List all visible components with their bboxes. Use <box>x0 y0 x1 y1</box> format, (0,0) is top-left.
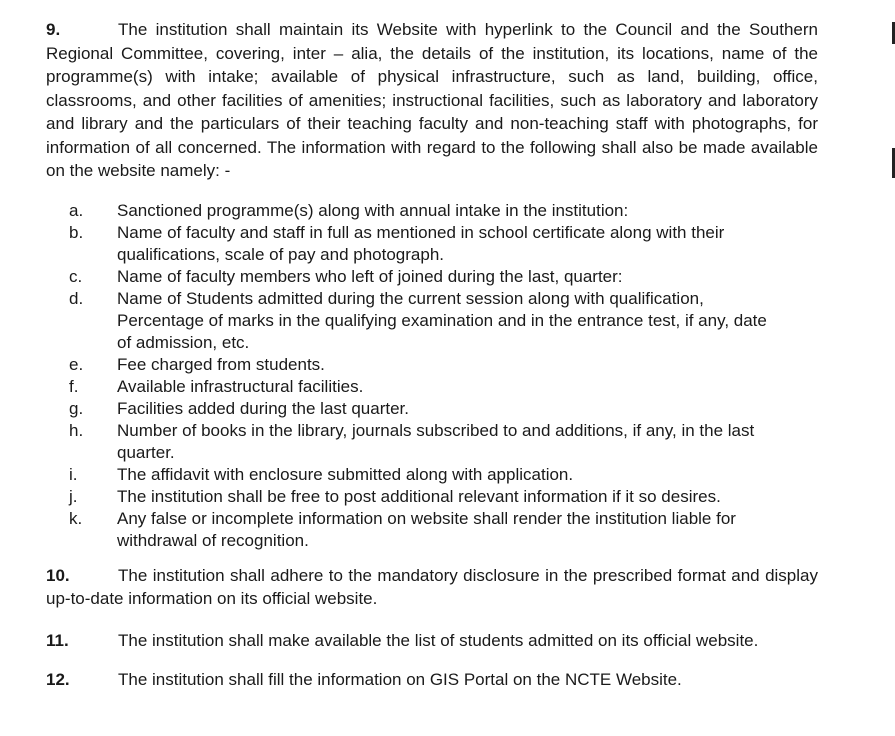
item-letter: d. <box>69 288 84 308</box>
list-item <box>69 486 769 508</box>
item-text: Any false or incomplete information on website shall render the institution liable for withdrawal of recognition. <box>117 508 736 550</box>
list-item <box>69 200 769 222</box>
clause-text: The institution shall fill the information on GIS Portal on the NCTE Website. <box>118 670 682 689</box>
item-text: Fee charged from students. <box>117 354 325 374</box>
item-letter: h. <box>69 420 84 440</box>
clause-11 <box>46 629 818 653</box>
item-letter: a. <box>69 200 84 220</box>
clause-text: The institution shall adhere to the mandatory disclosure in the prescribed format and display up-to-date information on its official website. <box>46 565 818 608</box>
item-text: The institution shall be free to post additional relevant information if it so desires. <box>117 486 721 506</box>
item-text: The affidavit with enclosure submitted along with application. <box>117 464 574 484</box>
item-letter: b. <box>69 222 84 242</box>
item-letter: f. <box>69 376 79 396</box>
item-text: Facilities added during the last quarter. <box>117 398 410 418</box>
clause-number: 10. <box>46 565 70 585</box>
list-item <box>69 508 769 552</box>
clause-number: 11. <box>46 630 69 650</box>
clause-9 <box>46 18 818 183</box>
list-item <box>69 398 769 420</box>
list-item <box>69 222 769 266</box>
item-text: Sanctioned programme(s) along with annual intake in the institution: <box>117 200 629 220</box>
clause-10 <box>46 564 818 611</box>
item-text: Name of faculty members who left of joined during the last, quarter: <box>117 266 623 286</box>
item-letter: i. <box>69 464 78 484</box>
list-item <box>69 288 769 354</box>
list-item <box>69 376 769 398</box>
item-text: Name of Students admitted during the current session along with qualification, Percentage of marks in the qualifying examination and in the entrance test, if any, date of admission, etc. <box>117 288 767 352</box>
list-item <box>69 464 769 486</box>
item-text: Number of books in the library, journals subscribed to and additions, if any, in the last quarter. <box>117 420 755 462</box>
clause-12 <box>46 668 818 692</box>
list-item <box>69 420 769 464</box>
item-text: Available infrastructural facilities. <box>117 376 364 396</box>
document-page <box>46 18 818 692</box>
item-text: Name of faculty and staff in full as mentioned in school certificate along with their qualifications, scale of pay and photograph. <box>117 222 725 264</box>
clause-text: The institution shall make available the list of students admitted on its official website. <box>118 630 759 650</box>
item-letter: k. <box>69 508 83 528</box>
item-letter: j. <box>69 486 78 506</box>
clause-number: 9. <box>46 20 61 39</box>
list-item <box>69 266 769 288</box>
clause-number: 12. <box>46 670 70 689</box>
list-item <box>69 354 769 376</box>
clause-9-sublist <box>69 200 769 552</box>
item-letter: g. <box>69 398 84 418</box>
clause-text: The institution shall maintain its Website with hyperlink to the Council and the Southern Regional Committee, covering, inter – alia, the details of the institution, its locations, name of the programme(s) with intake; available of physical infrastructure, such as land, building, office, classrooms, and other facilities of amenities; instructional facilities, such as laboratory and laboratory and library and the particulars of their teaching faculty and non-teaching staff with photographs, for information of all concerned. The information with regard to the following shall also be made available on the website namely: - <box>46 20 818 180</box>
item-letter: e. <box>69 354 84 374</box>
item-letter: c. <box>69 266 83 286</box>
